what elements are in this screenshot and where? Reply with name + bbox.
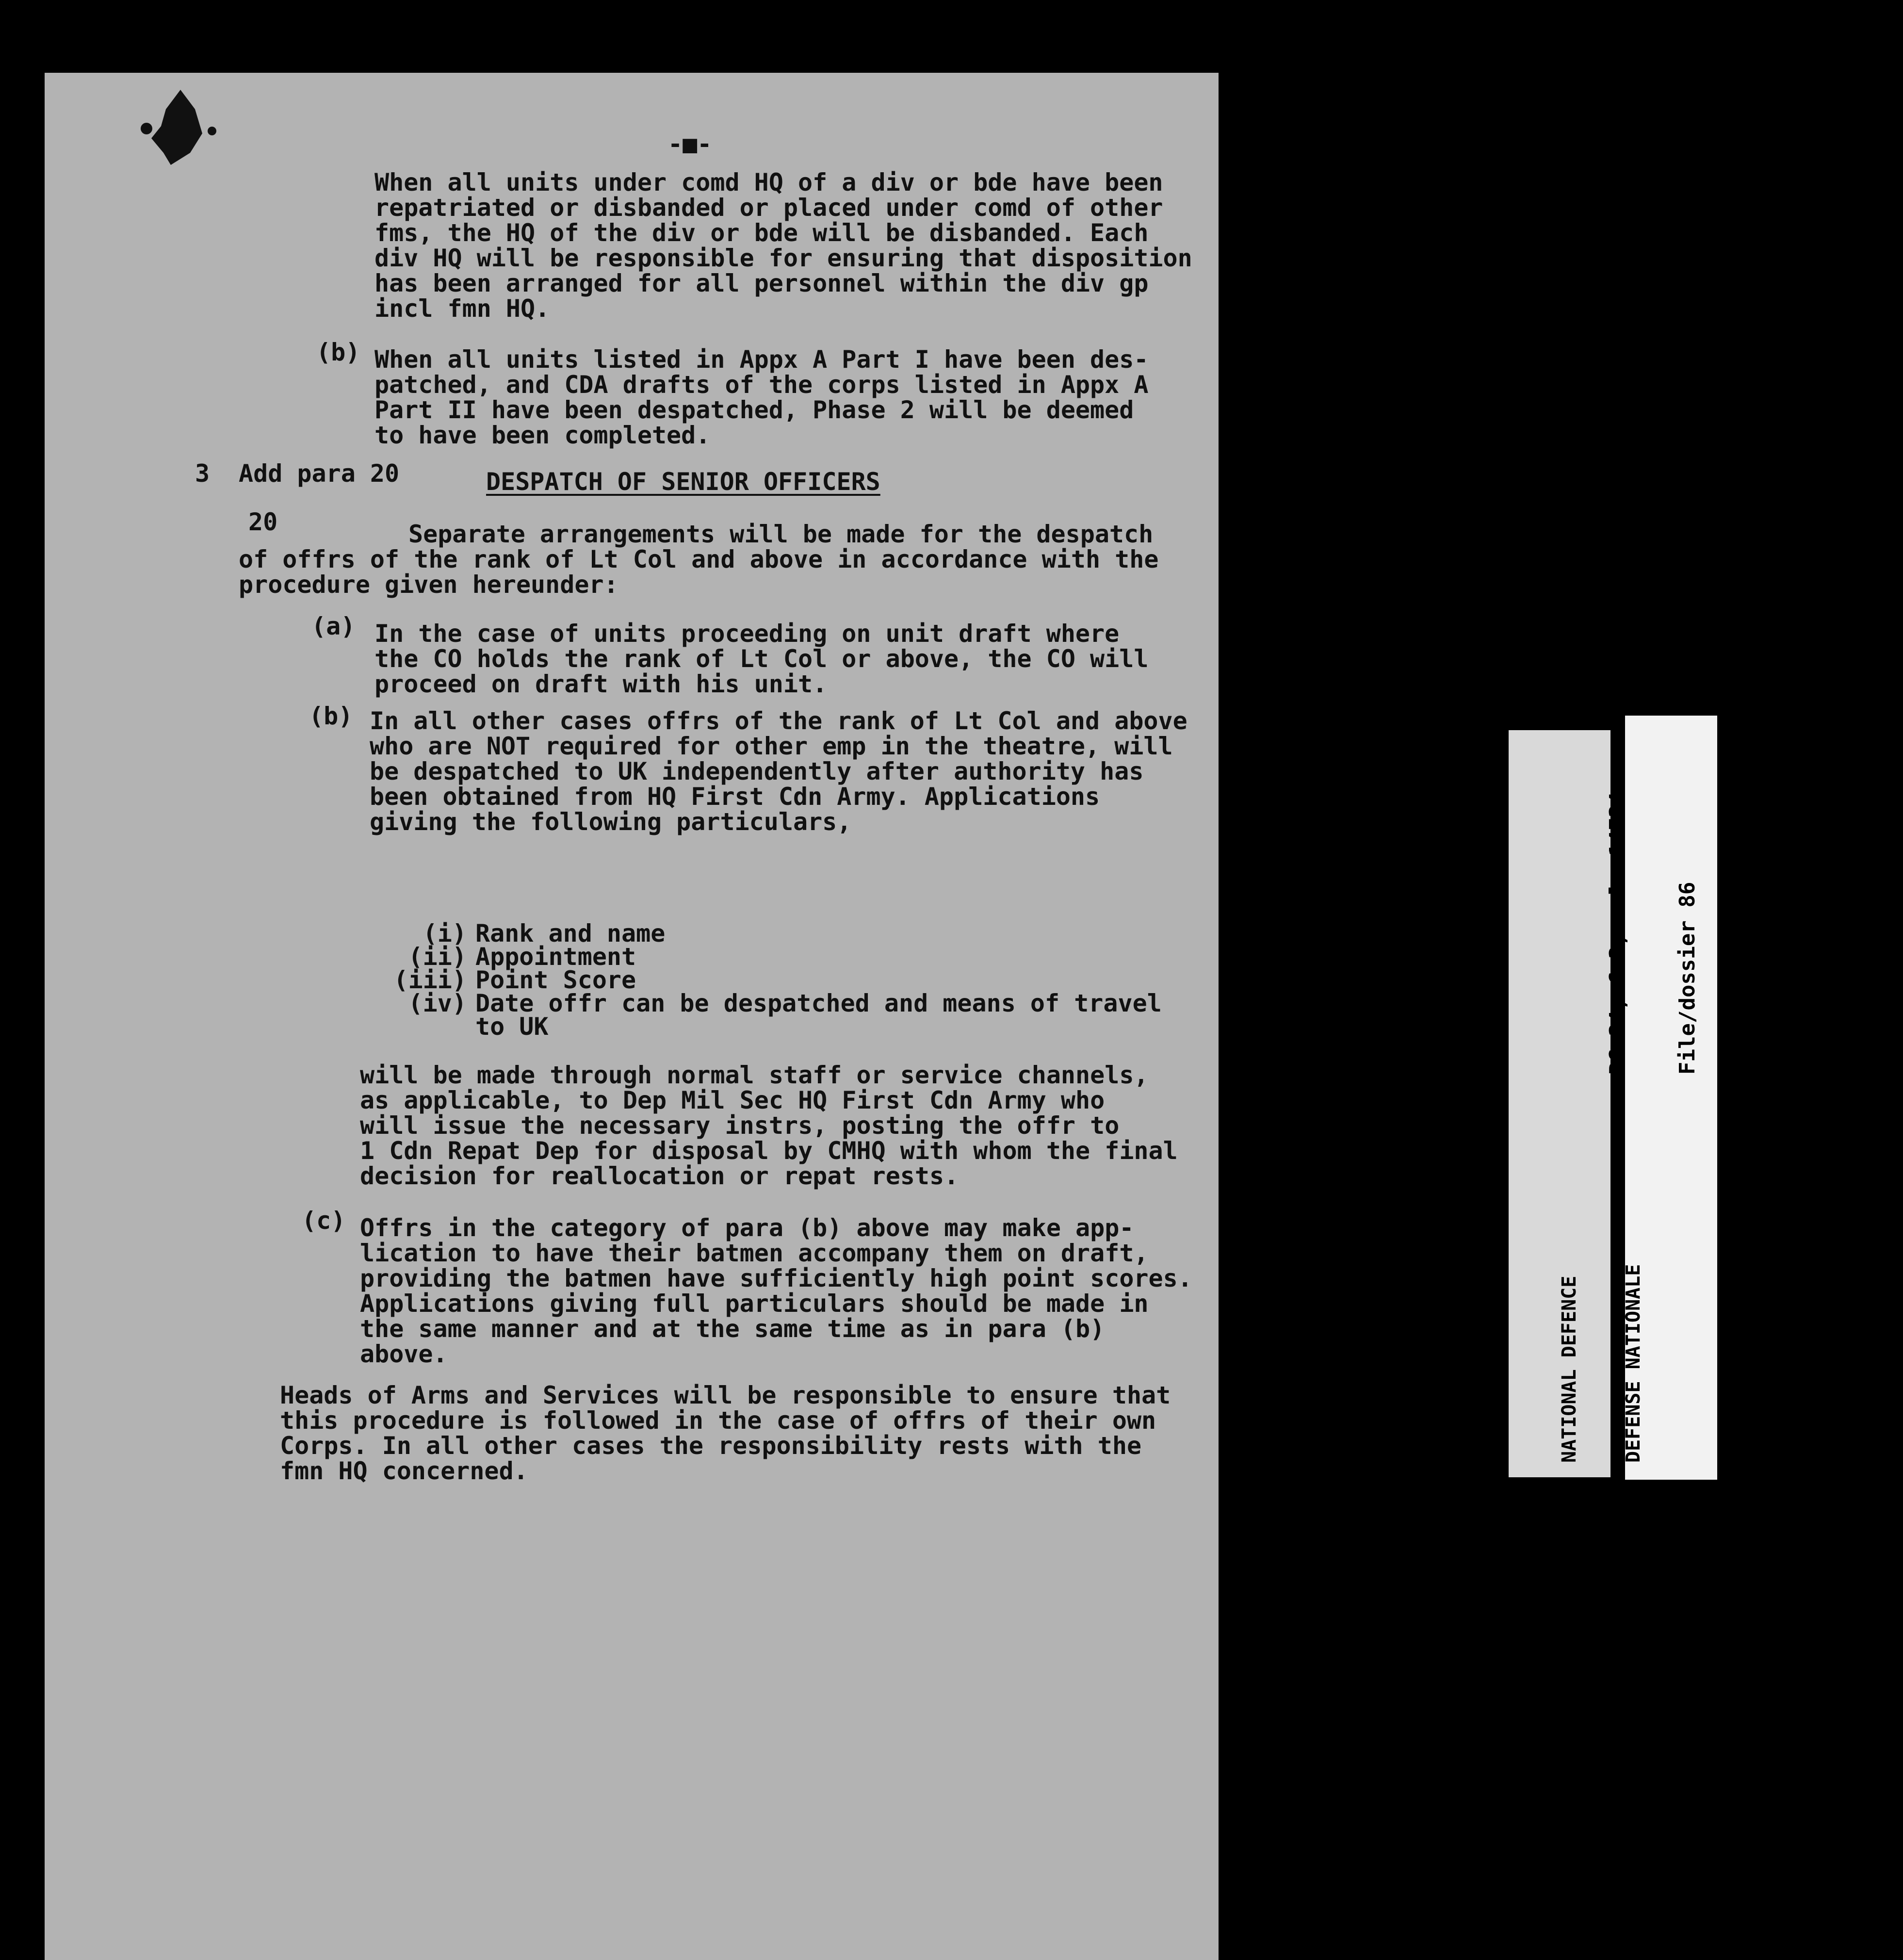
text-line: Applications giving full particulars should be made in bbox=[360, 1290, 1149, 1318]
text-line: In the case of units proceeding on unit draft where bbox=[374, 620, 1120, 648]
sub-c-marker: (c) bbox=[302, 1207, 346, 1235]
sub-a-text bbox=[374, 621, 1148, 697]
para-20-number: 20 bbox=[248, 508, 278, 536]
senior-officers-heading: DESPATCH OF SENIOR OFFICERS bbox=[486, 468, 880, 496]
text-line: RG 24, C-3, vol. 14734 bbox=[1605, 792, 1630, 1075]
text-line: NATIONAL DEFENCE bbox=[1558, 1275, 1580, 1463]
text-line: who are NOT required for other emp in the theatre, will bbox=[370, 732, 1173, 760]
text-line: Offrs in the category of para (b) above may make app- bbox=[360, 1214, 1134, 1242]
para-b-text bbox=[374, 347, 1148, 448]
text-line: fmn HQ concerned. bbox=[280, 1457, 528, 1485]
text-line: will issue the necessary instrs, posting the offr to bbox=[360, 1111, 1120, 1140]
text-line: 1 Cdn Repat Dep for disposal by CMHQ with whom the final bbox=[360, 1137, 1178, 1165]
text-line: of offrs of the rank of Lt Col and above in accordance with the bbox=[239, 545, 1159, 573]
text-line: File/dossier 86 bbox=[1675, 882, 1700, 1075]
text-line: Corps. In all other cases the responsibility rests with the bbox=[280, 1432, 1142, 1460]
list-item bbox=[374, 989, 1199, 1017]
sub-c-text bbox=[360, 1215, 1192, 1367]
list-item-number: (iii) bbox=[393, 966, 467, 994]
para-20-text bbox=[239, 522, 1153, 547]
text-line: the CO holds the rank of Lt Col or above, the CO will bbox=[374, 645, 1149, 673]
text-line: Separate arrangements will be made for the despatch bbox=[408, 520, 1154, 548]
list-item-number: (ii) bbox=[408, 943, 467, 971]
list-item-text: Date offr can be despatched and means of travel bbox=[475, 989, 1162, 1017]
text-line: When all units under comd HQ of a div or bde have been bbox=[374, 168, 1163, 196]
ink-blot-mark bbox=[117, 80, 263, 172]
text-line: lication to have their batmen accompany them on draft, bbox=[360, 1239, 1149, 1267]
text-line: Heads of Arms and Services will be responsible to ensure that bbox=[280, 1381, 1171, 1409]
list-item bbox=[374, 943, 1199, 971]
text-line: Part II have been despatched, Phase 2 will be deemed bbox=[374, 396, 1134, 424]
list-item-text: to UK bbox=[475, 1013, 549, 1041]
text-line: patched, and CDA drafts of the corps listed in Appx A bbox=[374, 371, 1149, 399]
list-item-text: Point Score bbox=[475, 966, 636, 994]
text-line: as applicable, to Dep Mil Sec HQ First Cdn Army who bbox=[360, 1086, 1105, 1114]
text-line: been obtained from HQ First Cdn Army. Applications bbox=[370, 783, 1100, 811]
text-line: providing the batmen have sufficiently high point scores. bbox=[360, 1264, 1192, 1292]
sub-b-marker: (b) bbox=[309, 702, 353, 730]
list-item bbox=[374, 968, 1199, 992]
text-line: will be made through normal staff or service channels, bbox=[360, 1061, 1149, 1089]
para-20-text-continued bbox=[239, 547, 1158, 597]
text-line: When all units listed in Appx A Part I have been des- bbox=[374, 345, 1149, 374]
list-item-text: Rank and name bbox=[475, 919, 666, 947]
text-line: be despatched to UK independently after authority has bbox=[370, 757, 1144, 785]
text-line: In all other cases offrs of the rank of Lt Col and above bbox=[370, 707, 1187, 735]
text-line: proceed on draft with his unit. bbox=[374, 670, 828, 698]
text-line: DEFENSE NATIONALE bbox=[1622, 1264, 1644, 1463]
text-line: the same manner and at the same time as in para (b) bbox=[360, 1315, 1105, 1343]
list-item bbox=[374, 919, 1199, 947]
sub-a-marker: (a) bbox=[311, 612, 356, 640]
sub-b-text bbox=[370, 708, 1187, 834]
particulars-list bbox=[374, 919, 1199, 1041]
text-line: above. bbox=[360, 1340, 448, 1368]
text-line: repatriated or disbanded or placed under comd of other bbox=[374, 194, 1163, 222]
item-3-number: 3 bbox=[195, 459, 210, 488]
text-line: incl fmn HQ. bbox=[374, 294, 550, 323]
page-number: -■- bbox=[668, 130, 712, 158]
text-line: this procedure is followed in the case of offrs of their own bbox=[280, 1406, 1156, 1435]
para-a-continued bbox=[374, 170, 1192, 321]
para-b-marker: (b) bbox=[316, 338, 360, 366]
text-line: div HQ will be responsible for ensuring that disposition bbox=[374, 244, 1192, 272]
text-line: has been arranged for all personnel within the div gp bbox=[374, 269, 1149, 297]
list-item bbox=[374, 1013, 1199, 1041]
text-line: procedure given hereunder: bbox=[239, 571, 618, 599]
text-line: giving the following particulars, bbox=[370, 808, 852, 836]
text-line: decision for reallocation or repat rests. bbox=[360, 1162, 959, 1190]
list-item-number: (iv) bbox=[408, 989, 467, 1017]
list-item-number: (i) bbox=[423, 919, 467, 947]
list-item-number bbox=[374, 1015, 475, 1038]
item-3-text: Add para 20 bbox=[239, 459, 400, 488]
text-line: to have been completed. bbox=[374, 421, 711, 449]
text-line: National Archives of Canada bbox=[1726, 1039, 1757, 1373]
closing-paragraph bbox=[280, 1383, 1171, 1484]
department-name bbox=[1516, 1264, 1665, 1463]
text-line: Archives nationales du Canada bbox=[1834, 1012, 1864, 1373]
text-line: fms, the HQ of the div or bde will be disbanded. Each bbox=[374, 219, 1149, 247]
list-item-text: Appointment bbox=[475, 943, 636, 971]
document-page bbox=[45, 73, 1219, 1960]
sub-b-continued bbox=[360, 1062, 1178, 1189]
archive-name bbox=[1652, 1012, 1903, 1373]
